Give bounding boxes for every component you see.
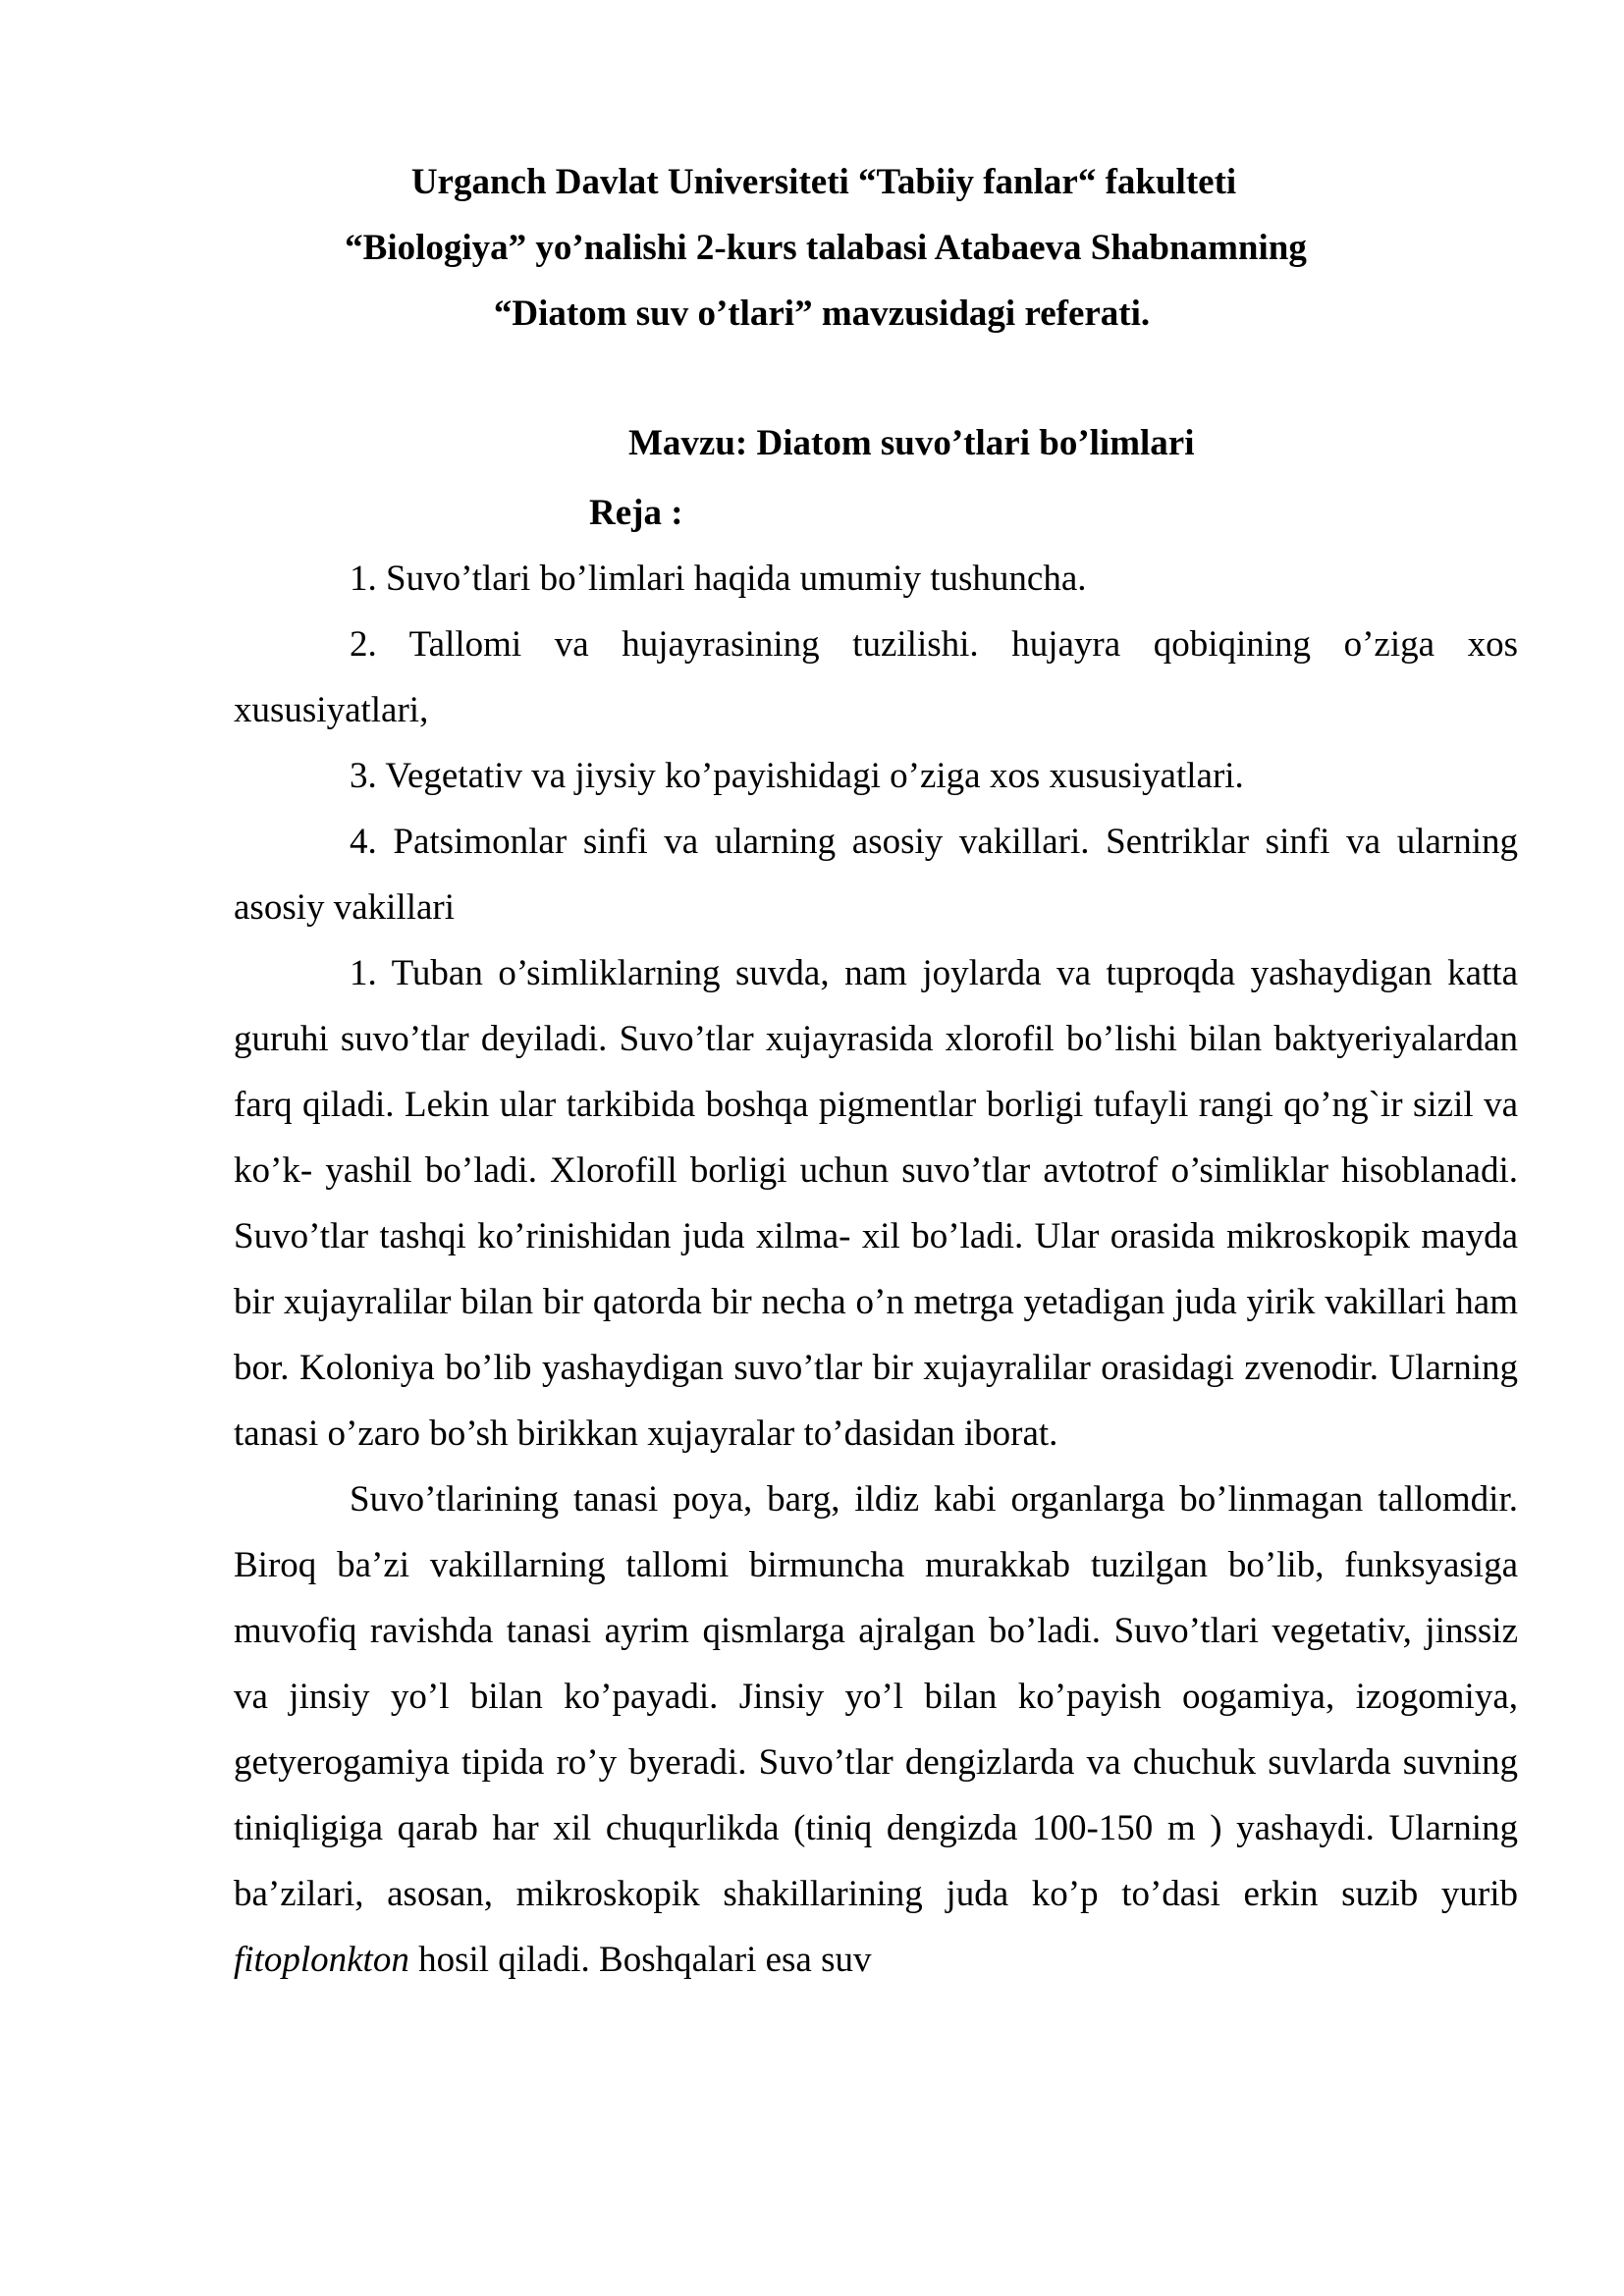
document-body [234,546,1518,1993]
header-line-referat: “Diatom suv o’tlari” mavzusidagi referati. [493,294,1151,334]
body-paragraph: 1. Tuban o’simliklarning suvda, nam joylarda va tuproqda yashaydigan katta guruhi suvo’tlar deyiladi. Suvo’tlar xujayrasida xlorofil bo’lishi bilan baktyeriyalardan farq qiladi. Lekin ular tarkibida boshqa pigmentlar borligi tufayli rangi qo’ng`ir sizil va ko’k- yashil bo’ladi. Xlorofill borligi uchun suvo’tlar avtotrof o’simliklar hisoblanadi. Suvo’tlar tashqi ko’rinishidan juda xilma- xil bo’ladi. Ular orasida mikroskopik mayda bir xujayralilar bilan bir qatorda bir necha o’n metrga yetadigan juda yirik vakillari ham bor. Koloniya bo’lib yashaydigan suvo’tlar bir xujayralilar orasidagi zvenodir. Ularning tanasi o’zaro bo’sh birikkan xujayralar to’dasidan iborat. [234,953,1518,1454]
plan-item: 3. Vegetativ va jiysiy ko’payishidagi o’ziga xos xususiyatlari. [350,756,1244,796]
document-header [0,149,1624,347]
topic-title: Mavzu: Diatom suvo’tlari bo’limlari [628,423,1195,463]
paragraph-text: hosil qiladi. Boshqalari esa suv [408,1940,872,1980]
plan-item: 2. Tallomi va hujayrasining tuzilishi. hujayra qobiqining o’ziga xos xususiyatlari, [234,624,1518,730]
plan-heading: Reja : [589,493,683,533]
italic-term: fitoplonkton [234,1940,409,1980]
header-line-university: Urganch Davlat Universiteti “Tabiiy fanlar“ fakulteti [410,162,1237,202]
body-paragraph [234,1467,1518,1993]
plan-item: 1. Suvo’tlari bo’limlari haqida umumiy tushuncha. [350,559,1087,599]
header-line-student: “Biologiya” yo’nalishi 2-kurs talabasi Atabaeva Shabnamning [345,228,1307,268]
plan-item: 4. Patsimonlar sinfi va ularning asosiy vakillari. Sentriklar sinfi va ularning asosiy vakillari [234,822,1518,928]
paragraph-text: Suvo’tlarining tanasi poya, barg, ildiz kabi organlarga bo’linmagan tallomdir. Biroq ba’zi vakillarning tallomi birmuncha murakkab tuzilgan bo’lib, funksyasiga muvofiq ravishda tanasi ayrim qismlarga ajralgan bo’ladi. Suvo’tlari vegetativ, jinssiz va jinsiy yo’l bilan ko’payadi. Jinsiy yo’l bilan ko’payish oogamiya, izogomiya, getyerogamiya tipida ro’y byeradi. Suvo’tlar dengizlarda va chuchuk suvlarda suvning tiniqligiga qarab har xil chuqurlikda (tiniq dengizda 100-150 m ) yashaydi. Ularning ba’zilari, asosan, mikroskopik shakillarining juda ko’p to’dasi erkin suzib yurib [234,1479,1518,1914]
